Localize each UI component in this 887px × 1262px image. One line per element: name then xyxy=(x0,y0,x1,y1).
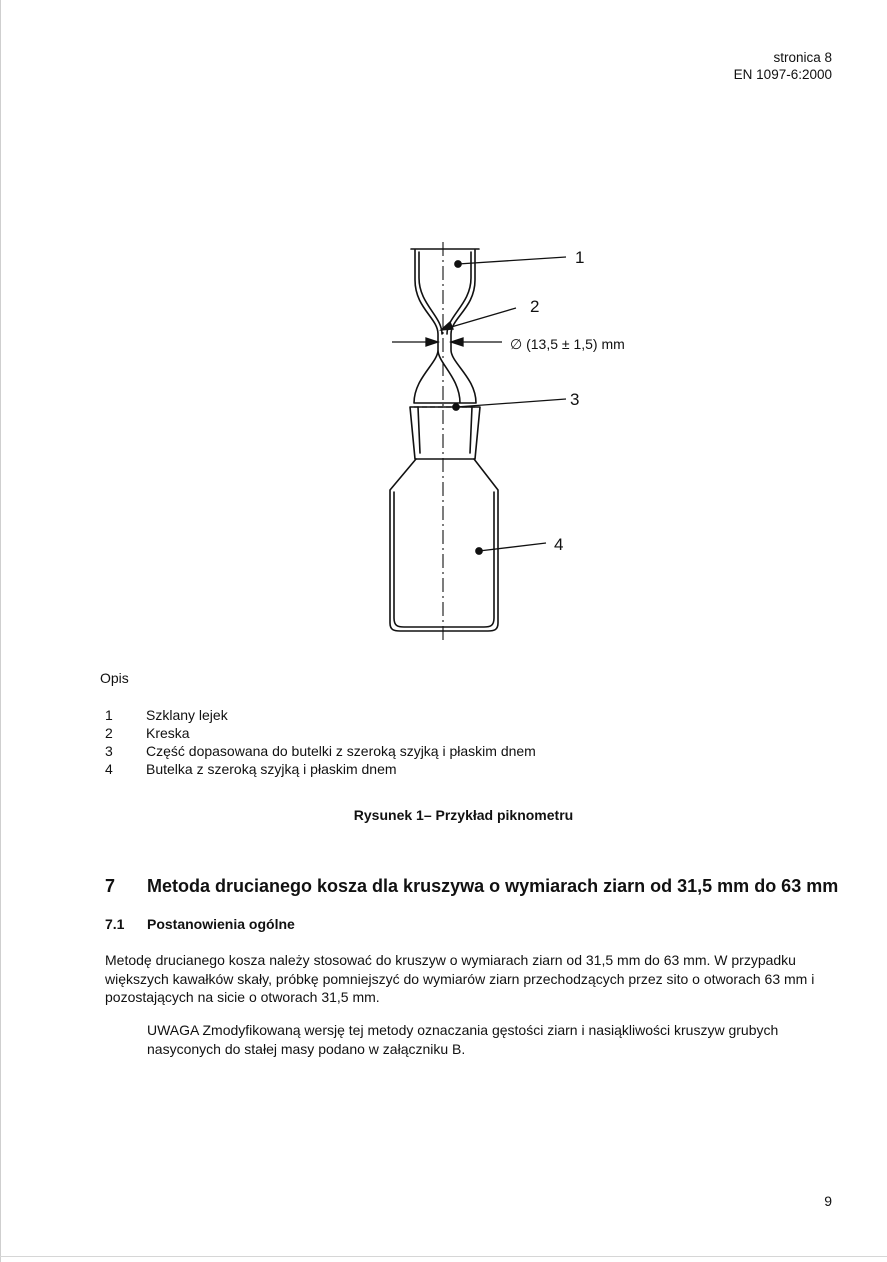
legend-item-text: Szklany lejek xyxy=(146,707,228,723)
legend-list xyxy=(105,706,536,778)
legend-item-text: Część dopasowana do butelki z szeroką szyjką i płaskim dnem xyxy=(146,743,536,759)
header-standard: EN 1097-6:2000 xyxy=(733,67,832,82)
legend-item xyxy=(105,742,536,760)
page-left-border xyxy=(0,0,1,1262)
section-title: Metoda drucianego kosza dla kruszywa o wymiarach ziarn od 31,5 mm do 63 mm xyxy=(147,876,839,896)
callout-1: 1 xyxy=(575,248,585,267)
page-header xyxy=(734,49,832,83)
legend-title: Opis xyxy=(100,670,129,686)
callout-2: 2 xyxy=(530,297,540,316)
legend-item xyxy=(105,706,536,724)
note-paragraph: UWAGA Zmodyfikowaną wersję tej metody oznaczania gęstości ziarn i nasiąkliwości kruszyw grubych nasyconych do stałej masy podano w załączniku B. xyxy=(147,1022,779,1057)
body-paragraph: Metodę drucianego kosza należy stosować do kruszyw o wymiarach ziarn od 31,5 mm do 63 mm. W przypadku większych kawałków skały, próbkę pomniejszyć do wymiarów ziarn przechodzących przez sito o otworach 63 mm i pozostających na sicie o otworach 31,5 mm. xyxy=(105,952,815,1005)
page-bottom-border xyxy=(0,1256,887,1257)
subsection-heading xyxy=(105,916,295,932)
legend-item-number: 2 xyxy=(105,725,113,741)
callout-4: 4 xyxy=(554,535,564,554)
callout-3: 3 xyxy=(570,390,580,409)
subsection-title: Postanowienia ogólne xyxy=(147,916,295,932)
legend-item-number: 3 xyxy=(105,743,113,759)
legend-item xyxy=(105,760,536,778)
header-page-label: stronica 8 xyxy=(773,50,832,65)
bottle-body xyxy=(390,459,498,631)
legend-item-number: 1 xyxy=(105,707,113,723)
legend-item-number: 4 xyxy=(105,761,113,777)
subsection-number: 7.1 xyxy=(105,916,125,932)
section-heading xyxy=(105,876,838,897)
figure-caption: Rysunek 1– Przykład piknometru xyxy=(353,807,574,823)
legend-item-text: Butelka z szeroką szyjką i płaskim dnem xyxy=(146,761,397,777)
section-number: 7 xyxy=(105,876,116,896)
dimension-label: ∅ (13,5 ± 1,5) mm xyxy=(510,336,625,352)
page-number: 9 xyxy=(824,1193,832,1209)
legend-item-text: Kreska xyxy=(146,725,190,741)
pycnometer-figure xyxy=(380,238,660,648)
legend-item xyxy=(105,724,536,742)
